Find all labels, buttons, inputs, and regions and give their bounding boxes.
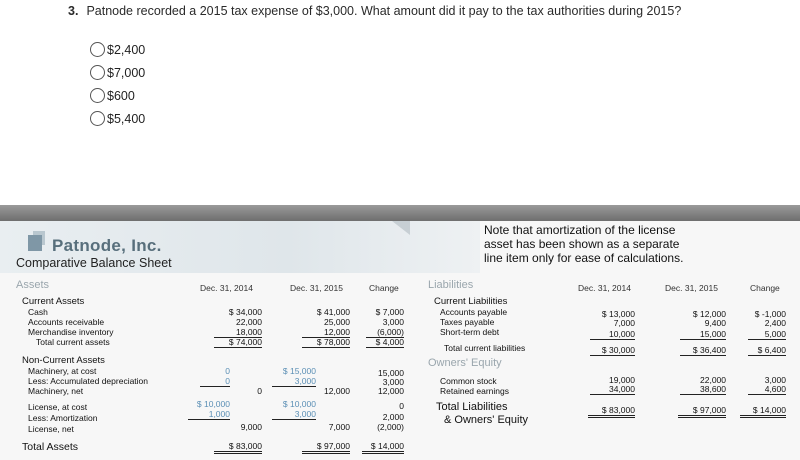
- total-assets-2014: $ 83,000: [214, 441, 262, 454]
- total-le-label-2: & Owners' Equity: [444, 414, 529, 426]
- ap-change: $ -1,000: [754, 309, 786, 319]
- common-stock-2015: 22,000: [700, 375, 726, 385]
- cash-label: Cash: [28, 307, 48, 317]
- col-header-2014: Dec. 31, 2014: [200, 283, 253, 293]
- current-liabilities-label: Current Liabilities: [434, 296, 508, 307]
- liabilities-header: Liabilities: [428, 279, 474, 291]
- license-net-label: License, net: [28, 424, 74, 434]
- inventory-2015: 12,000: [302, 327, 350, 338]
- note-line: line item only for ease of calculations.: [484, 251, 684, 265]
- total-assets-label: Total Assets: [22, 441, 79, 453]
- question-number: 3.: [68, 4, 79, 18]
- machinery-cost-2014: 0: [225, 366, 230, 376]
- col-header-2015: Dec. 31, 2015: [665, 283, 718, 293]
- ar-2015: 25,000: [324, 317, 350, 327]
- retained-earnings-change: 4,600: [748, 384, 786, 395]
- license-cost-2015: $ 10,000: [282, 399, 316, 409]
- short-debt-2015: 15,000: [680, 329, 726, 340]
- total-assets-2015: $ 97,000: [302, 441, 350, 454]
- noncurrent-assets-label: Non-Current Assets: [22, 355, 105, 366]
- note-line: asset has been shown as a separate: [484, 237, 680, 251]
- license-cost-change: 0: [399, 401, 404, 411]
- tcl-2014: $ 30,000: [590, 345, 635, 356]
- machinery-net-2015: 12,000: [324, 386, 350, 396]
- question-text: [68, 4, 681, 18]
- machinery-cost-label: Machinery, at cost: [28, 366, 97, 376]
- total-le-change: $ 14,000: [740, 405, 786, 418]
- note-text: [484, 223, 683, 265]
- machinery-cost-2015: $ 15,000: [282, 366, 316, 376]
- sheet-title: Comparative Balance Sheet: [16, 256, 172, 270]
- radio-button[interactable]: [90, 65, 105, 80]
- ap-2014: $ 13,000: [601, 309, 635, 319]
- common-stock-label: Common stock: [440, 376, 497, 386]
- retained-earnings-2014: 34,000: [590, 384, 635, 395]
- option-label: $7,000: [107, 65, 146, 80]
- option-3[interactable]: [90, 84, 145, 107]
- cash-2014: $ 34,000: [228, 307, 262, 317]
- col-header-2015: Dec. 31, 2015: [290, 283, 343, 293]
- total-le-2014: $ 83,000: [588, 405, 635, 418]
- total-current-liabilities-label: Total current liabilities: [444, 343, 526, 353]
- option-1[interactable]: [90, 38, 145, 61]
- license-cost-label: License, at cost: [28, 402, 88, 412]
- option-label: $600: [107, 88, 135, 103]
- cash-change: $ 7,000: [375, 307, 404, 317]
- col-header-change: Change: [369, 283, 399, 293]
- owners-equity-header: Owners' Equity: [428, 357, 502, 369]
- tca-2014: $ 74,000: [214, 337, 262, 348]
- taxes-payable-label: Taxes payable: [440, 317, 495, 327]
- current-assets-label: Current Assets: [22, 296, 85, 307]
- taxes-payable-change: 2,400: [764, 318, 786, 328]
- radio-button[interactable]: [90, 88, 105, 103]
- option-2[interactable]: [90, 61, 145, 84]
- tcl-change: $ 6,400: [748, 345, 786, 356]
- taxes-payable-2014: 7,000: [613, 318, 635, 328]
- option-label: $5,400: [107, 111, 146, 126]
- radio-button[interactable]: [90, 42, 105, 57]
- amortization-change: 2,000: [382, 412, 404, 422]
- tca-change: $ 4,000: [366, 337, 404, 348]
- ar-2014: 22,000: [236, 317, 262, 327]
- radio-button[interactable]: [90, 111, 105, 126]
- ar-change: 3,000: [382, 317, 404, 327]
- short-debt-change: 5,000: [748, 329, 786, 340]
- note-line: Note that amortization of the license: [484, 223, 676, 237]
- option-4[interactable]: [90, 107, 145, 130]
- amortization-2014: 1,000: [188, 409, 230, 420]
- logo-icon: [28, 235, 42, 251]
- amortization-2015: 3,000: [272, 409, 316, 420]
- assets-header: Assets: [16, 279, 50, 291]
- section-divider: [0, 205, 800, 221]
- short-debt-2014: 10,000: [590, 329, 635, 340]
- ar-label: Accounts receivable: [28, 317, 105, 327]
- company-name: Patnode, Inc.: [52, 236, 162, 255]
- machinery-net-label: Machinery, net: [28, 386, 84, 396]
- depreciation-2015: 3,000: [272, 376, 316, 387]
- license-net-change: (2,000): [377, 422, 404, 432]
- license-net-2015: 7,000: [328, 422, 350, 432]
- tcl-2015: $ 36,400: [680, 345, 726, 356]
- common-stock-change: 3,000: [764, 375, 786, 385]
- amortization-label: Less: Amortization: [28, 413, 98, 423]
- total-current-assets-label: Total current assets: [36, 337, 110, 347]
- license-net-2014: 9,000: [240, 422, 262, 432]
- inventory-change: (6,000): [366, 327, 404, 338]
- machinery-net-2014: 0: [257, 386, 262, 396]
- col-header-change: Change: [750, 283, 780, 293]
- accumulated-depreciation-label: Less: Accumulated depreciation: [28, 376, 149, 386]
- machinery-net-change: 12,000: [378, 386, 404, 396]
- cash-2015: $ 41,000: [316, 307, 350, 317]
- total-le-2015: $ 97,000: [678, 405, 726, 418]
- total-assets-change: $ 14,000: [362, 441, 404, 454]
- col-header-2014: Dec. 31, 2014: [578, 283, 631, 293]
- inventory-2014: 18,000: [214, 327, 262, 338]
- answer-options: [90, 38, 145, 130]
- retained-earnings-2015: 38,600: [680, 384, 726, 395]
- common-stock-2014: 19,000: [609, 375, 635, 385]
- ap-label: Accounts payable: [440, 307, 508, 317]
- short-term-debt-label: Short-term debt: [440, 327, 500, 337]
- depreciation-change: 3,000: [382, 377, 404, 387]
- total-le-label-1: Total Liabilities: [436, 401, 508, 413]
- ap-2015: $ 12,000: [692, 309, 726, 319]
- question-panel: [0, 0, 800, 205]
- sheet-banner: [0, 221, 480, 273]
- banner-corner: [392, 221, 410, 235]
- inventory-label: Merchandise inventory: [28, 327, 114, 337]
- retained-earnings-label: Retained earnings: [440, 386, 509, 396]
- question-prompt: Patnode recorded a 2015 tax expense of $3,000. What amount did it pay to the tax authorities during 2015?: [86, 4, 682, 18]
- balance-sheet-image: [0, 221, 800, 460]
- option-label: $2,400: [107, 42, 146, 57]
- machinery-cost-change: 15,000: [378, 368, 404, 378]
- tca-2015: $ 78,000: [302, 337, 350, 348]
- depreciation-2014: 0: [200, 376, 230, 387]
- taxes-payable-2015: 9,400: [704, 318, 726, 328]
- license-cost-2014: $ 10,000: [196, 399, 230, 409]
